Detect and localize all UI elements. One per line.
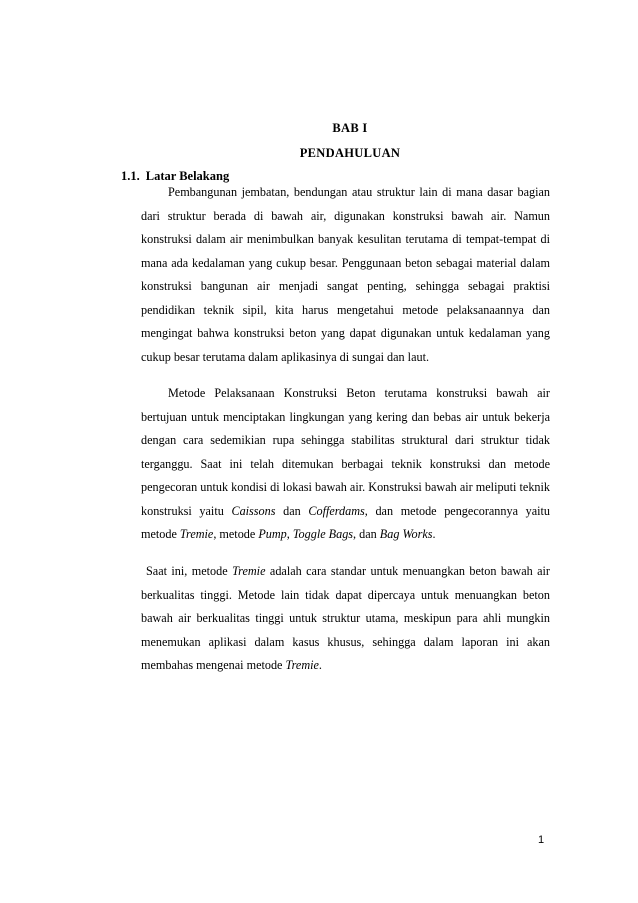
term-toggle-bags: Toggle Bags bbox=[292, 527, 354, 541]
paragraph-3-text-c: . bbox=[318, 658, 322, 672]
term-pump: Pump bbox=[258, 527, 287, 541]
paragraph-2-text-d: , metode bbox=[213, 527, 259, 541]
section-number: 1.1. bbox=[121, 169, 140, 183]
term-bag-works: Bag Works bbox=[379, 527, 433, 541]
paragraph-3-text-a: Saat ini, metode bbox=[146, 564, 233, 578]
chapter-number: BAB I bbox=[332, 121, 368, 135]
paragraph-2-text-f: , dan bbox=[353, 527, 380, 541]
term-tremie: Tremie bbox=[285, 658, 319, 672]
page-number: 1 bbox=[538, 834, 545, 846]
paragraph-3-text-b: adalah cara standar untuk menuangkan beton bawah air berkualitas tinggi. Metode lain tidak dapat dipercaya untuk menuangkan beton bawah air berkualitas tinggi untuk struktur utama, meskipun para ahli mungkin menemukan aplikasi dalam kasus khusus, sehingga dalam laporan ini akan membahas mengenai metode bbox=[141, 564, 550, 672]
paragraph-2-text-c: , dan metode pengecorannya yaitu metode bbox=[141, 503, 550, 541]
term-caissons: Caissons bbox=[231, 503, 276, 518]
term-tremie: Tremie bbox=[232, 564, 266, 578]
section-title: Latar Belakang bbox=[145, 169, 230, 183]
paragraph-2-text-g: . bbox=[432, 527, 436, 541]
paragraph-2 bbox=[141, 382, 550, 547]
paragraph-1: Pembangunan jembatan, bendungan atau struktur lain di mana dasar bagian dari struktur berada di bawah air, digunakan konstruksi bawah air. Namun konstruksi dalam air menimbulkan banyak kesulitan terutama di tempat-tempat di mana ada kedalaman yang cukup besar. Penggunaan beton sebagai material dalam konstruksi bangunan air menjadi sangat penting, sehingga sebagai praktisi pendidikan teknik sipil, kita harus mengetahui metode pelaksanaannya dan mengingat bahwa konstruksi beton yang dapat digunakan untuk kedalaman yang cukup besar terutama dalam aplikasinya di sungai dan laut. bbox=[141, 185, 550, 364]
term-cofferdams: Cofferdams bbox=[308, 503, 365, 518]
paragraph-3 bbox=[141, 560, 550, 678]
term-tremie: Tremie bbox=[179, 527, 214, 541]
paragraph-2-text-e: , bbox=[286, 527, 293, 541]
paragraph-2-text-a: Metode Pelaksanaan Konstruksi Beton terutama konstruksi bawah air bertujuan untuk menciptakan lingkungan yang kering dan bebas air untuk bekerja dengan cara sedemikian rupa sehingga stabilitas struktural dari struktur tidak terganggu. Saat ini telah ditemukan berbagai teknik konstruksi dan metode pengecoran untuk kondisi di lokasi bawah air. Konstruksi bawah air meliputi teknik konstruksi yaitu bbox=[141, 386, 550, 518]
paragraph-2-text-b: dan bbox=[275, 503, 309, 518]
chapter-title: PENDAHULUAN bbox=[299, 146, 401, 160]
